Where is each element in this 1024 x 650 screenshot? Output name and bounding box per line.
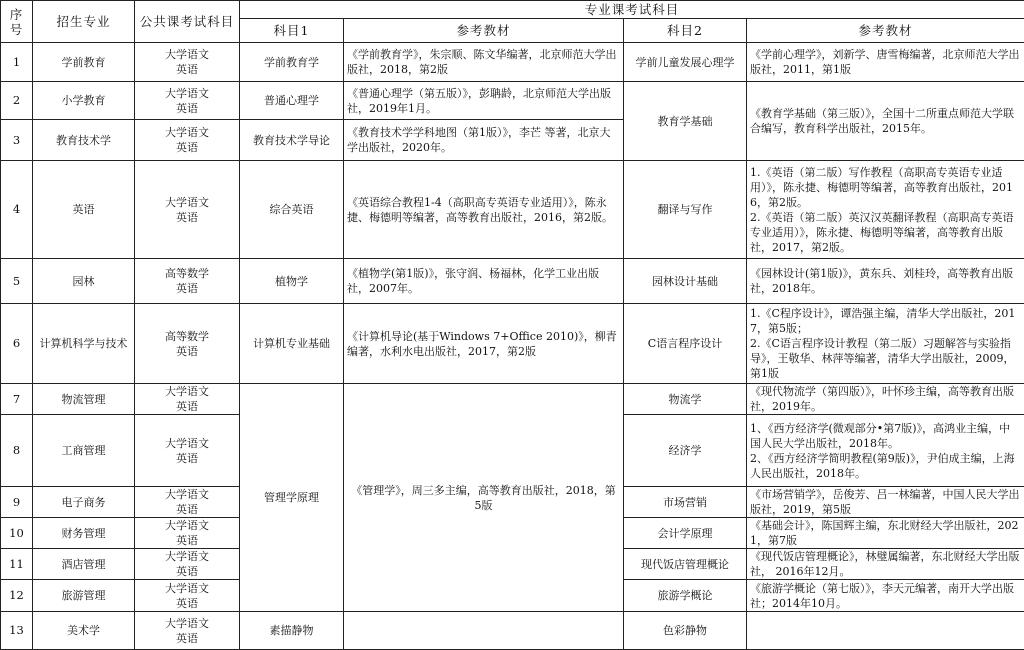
row-ref2: 《现代饭店管理概论》，林璧属编著，东北财经大学出版社， 2016年12月。 <box>747 549 1024 580</box>
header-subject1: 科目1 <box>240 19 344 43</box>
row-no: 1 <box>1 43 33 82</box>
row-major: 计算机科学与技术 <box>33 304 135 384</box>
row-no: 2 <box>1 82 33 120</box>
header-public-subjects: 公共课考试科目 <box>135 1 240 43</box>
row-public-subjects: 大学语文 英语 <box>135 120 240 161</box>
header-major: 招生专业 <box>33 1 135 43</box>
merged-ref1-management: 《管理学》，周三多主编，高等教育出版社，2018，第5版 <box>344 384 624 612</box>
row-public-subjects: 大学语文 英语 <box>135 82 240 120</box>
merged-subject1-management: 管理学原理 <box>240 384 344 612</box>
header-professional-subjects: 专业课考试科目 <box>240 1 1024 19</box>
row-major: 小学教育 <box>33 82 135 120</box>
row-major: 物流管理 <box>33 384 135 415</box>
row-subject2: 旅游学概论 <box>624 580 747 612</box>
row-ref2: 《园林设计(第1版)》，黄东兵、刘桂玲，高等教育出版社，2018年。 <box>747 259 1024 304</box>
row-public-subjects: 大学语文 英语 <box>135 43 240 82</box>
row-public-subjects: 高等数学 英语 <box>135 304 240 384</box>
row-ref2: 《市场营销学》，岳俊芳、吕一林编著，中国人民大学出版社，2019，第5版 <box>747 487 1024 518</box>
row-ref2: 1、《西方经济学(微观部分•第7版)》，高鸿业主编，中国人民大学出版社，2018年。 2、《西方经济学简明教程(第9版)》，尹伯成主编，上海人民出版社，2018年。 <box>747 415 1024 487</box>
row-major: 英语 <box>33 161 135 259</box>
row-public-subjects: 大学语文 英语 <box>135 518 240 549</box>
row-subject1: 教育技术学导论 <box>240 120 344 161</box>
row-no: 7 <box>1 384 33 415</box>
table-row <box>1 43 1024 82</box>
row-subject2: 经济学 <box>624 415 747 487</box>
row-public-subjects: 大学语文 英语 <box>135 580 240 612</box>
table-row <box>1 304 1024 384</box>
row-ref2: 《基础会计》，陈国辉主编，东北财经大学出版社，2021，第7版 <box>747 518 1024 549</box>
row-no: 12 <box>1 580 33 612</box>
row-no: 9 <box>1 487 33 518</box>
header-subject2: 科目2 <box>624 19 747 43</box>
row-subject2: 物流学 <box>624 384 747 415</box>
row-ref1: 《学前教育学》，朱宗顺、陈文华编著，北京师范大学出版社，2018，第2版 <box>344 43 624 82</box>
row-major: 财务管理 <box>33 518 135 549</box>
row-ref2: 《学前心理学》，刘新学、唐雪梅编著，北京师范大学出版社，2011，第1版 <box>747 43 1024 82</box>
row-public-subjects: 大学语文 英语 <box>135 415 240 487</box>
row-public-subjects: 大学语文 英语 <box>135 384 240 415</box>
row-subject1: 素描静物 <box>240 612 344 650</box>
row-ref1: 《计算机导论(基于Windows 7+Office 2010)》，柳青编著，水利水电出版社，2017，第2版 <box>344 304 624 384</box>
row-ref2: 1.《英语（第二版）写作教程（高职高专英语专业适用）》，陈永捷、梅德明等编著，高等教育出版社，2016，第2版。 2.《英语（第二版）英汉汉英翻译教程（高职高专英语专业适用）》，陈永捷、梅德明等编著，高等教育出版社，2017，第2版。 <box>747 161 1024 259</box>
row-major: 学前教育 <box>33 43 135 82</box>
row-ref1: 《教育技术学学科地图（第1版）》，李芒 等著，北京大学出版社，2020年。 <box>344 120 624 161</box>
row-no: 5 <box>1 259 33 304</box>
table-row <box>1 259 1024 304</box>
row-subject1: 植物学 <box>240 259 344 304</box>
row-public-subjects: 大学语文 英语 <box>135 612 240 650</box>
table-row <box>1 161 1024 259</box>
row-ref1: 《英语综合教程1-4（高职高专英语专业适用）》，陈永捷、梅德明等编著，高等教育出版社，2016，第2版。 <box>344 161 624 259</box>
merged-subject2-education: 教育学基础 <box>624 82 747 161</box>
header-ref1: 参考教材 <box>344 19 624 43</box>
row-subject2: 园林设计基础 <box>624 259 747 304</box>
row-major: 工商管理 <box>33 415 135 487</box>
row-ref1: 《植物学(第1版)》，张守润、杨福林，化学工业出版社，2007年。 <box>344 259 624 304</box>
row-subject2: 会计学原理 <box>624 518 747 549</box>
row-major: 教育技术学 <box>33 120 135 161</box>
row-public-subjects: 高等数学 英语 <box>135 259 240 304</box>
row-subject2: C语言程序设计 <box>624 304 747 384</box>
row-subject2: 翻译与写作 <box>624 161 747 259</box>
row-no: 8 <box>1 415 33 487</box>
row-no: 10 <box>1 518 33 549</box>
row-no: 3 <box>1 120 33 161</box>
row-ref1: 《普通心理学（第五版）》，彭聃龄，北京师范大学出版社，2019年1月。 <box>344 82 624 120</box>
row-no: 6 <box>1 304 33 384</box>
row-major: 美术学 <box>33 612 135 650</box>
row-subject2: 现代饭店管理概论 <box>624 549 747 580</box>
row-public-subjects: 大学语文 英语 <box>135 161 240 259</box>
row-ref2: 《现代物流学（第四版）》，叶怀珍主编，高等教育出版社，2019年。 <box>747 384 1024 415</box>
row-subject2: 市场营销 <box>624 487 747 518</box>
row-public-subjects: 大学语文 英语 <box>135 549 240 580</box>
header-ref2: 参考教材 <box>747 19 1024 43</box>
row-major: 园林 <box>33 259 135 304</box>
header-no: 序号 <box>1 1 33 43</box>
row-no: 13 <box>1 612 33 650</box>
row-subject2: 色彩静物 <box>624 612 747 650</box>
row-ref2: 《旅游学概论（第七版）》，李天元编著，南开大学出版社；2014年10月。 <box>747 580 1024 612</box>
row-major: 旅游管理 <box>33 580 135 612</box>
row-subject1: 普通心理学 <box>240 82 344 120</box>
row-ref2: 1.《C程序设计》，谭浩强主编，清华大学出版社，2017，第5版； 2.《C语言程序设计教程（第二版）习题解答与实验指导》，王敬华、林萍等编著，清华大学出版社，2009，第1版 <box>747 304 1024 384</box>
row-no: 4 <box>1 161 33 259</box>
row-major: 电子商务 <box>33 487 135 518</box>
row-subject2: 学前儿童发展心理学 <box>624 43 747 82</box>
row-major: 酒店管理 <box>33 549 135 580</box>
row-subject1: 学前教育学 <box>240 43 344 82</box>
table-row <box>1 82 1024 120</box>
row-subject1: 综合英语 <box>240 161 344 259</box>
table-row <box>1 384 1024 415</box>
merged-ref2-education: 《教育学基础（第三版）》，全国十二所重点师范大学联合编写，教育科学出版社，2015年。 <box>747 82 1024 161</box>
row-subject1: 计算机专业基础 <box>240 304 344 384</box>
row-public-subjects: 大学语文 英语 <box>135 487 240 518</box>
row-no: 11 <box>1 549 33 580</box>
